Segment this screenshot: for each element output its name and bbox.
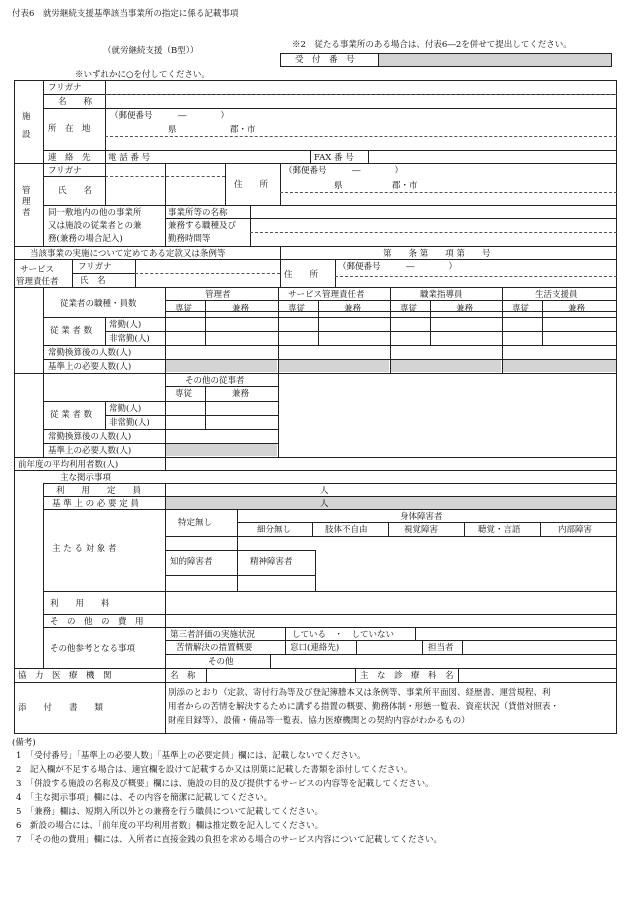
physical-sub-3: 視覚障害 — [404, 525, 439, 535]
concurrent-5: 兼務 — [232, 389, 250, 399]
staff-count-label: 従 業 者 数 — [50, 326, 93, 336]
dedicated-1: 専従 — [175, 304, 193, 314]
svc-mgr-address-label: 住 所 — [284, 270, 319, 280]
role-life-support: 生活支援員 — [535, 290, 578, 300]
other-staff-label: その他の従事者 — [185, 376, 245, 386]
role-svc-mgr: サービス管理責任者 — [288, 290, 365, 300]
capacity-label: 利 用 定 員 — [56, 486, 142, 496]
circle-note: ※いずれかに○を付してください。 — [75, 70, 210, 80]
physical-sub-5: 内部障害 — [558, 525, 593, 535]
other-cost-label: そ の 他 の 費 用 — [50, 617, 144, 627]
duty-label-l1: 兼務する職種及び — [168, 221, 237, 231]
fulltime-label-2: 常勤(人) — [109, 404, 142, 414]
svc-mgr-postal: （郵便番号 ― ） — [338, 262, 458, 272]
fte-label: 常勤換算後の人数(人) — [48, 348, 132, 358]
svc-mgr-label-l1: サービス — [20, 265, 55, 275]
manager-section-label: 管理者 — [22, 186, 31, 218]
facility-fax-label: FAX 番 号 — [314, 153, 354, 163]
svc-mgr-name-label: 氏 名 — [80, 276, 106, 286]
manager-furigana-label: フリガナ — [48, 166, 82, 176]
role-manager: 管理者 — [205, 290, 231, 300]
facility-name-label: 名 称 — [58, 97, 93, 107]
parttime-label-2: 非常勤(人) — [109, 418, 150, 428]
medical-name-label: 名 称 — [170, 671, 196, 681]
remark-2: 2 記入欄が不足する場合は、適宜欄を設けて記載するか又は別葉に記載した書類を添付してください。 — [16, 765, 413, 775]
attachments-label: 添 付 書 類 — [18, 703, 104, 713]
attachments-text-l2: 用者からの苦情を解決するために講ずる措置の概要、勤務体制・形態一覧表、資産状況（貸借対照表・ — [168, 702, 560, 712]
attachments-text-l1: 別添のとおり（定款、寄付行為等及び登記簿謄本又は条例等、事業所平面図、経歴書、運営規程、利 — [168, 688, 551, 698]
target-label: 主 た る 対 象 者 — [52, 544, 117, 554]
remarks-title: (備考) — [12, 738, 36, 748]
capacity-unit: 人 — [320, 486, 329, 496]
other-ref-label: その他参考となる事項 — [50, 644, 136, 654]
physical-sub-1: 細分無し — [257, 525, 292, 535]
medical-dept-label: 主 な 診 療 科 名 — [360, 671, 454, 681]
manager-postal: （郵便番号 ― ） — [284, 166, 404, 176]
complaint-label: 苦情解決の措置概要 — [176, 643, 253, 653]
window-label: 窓口(連絡先) — [290, 643, 340, 653]
mental-label: 精神障害者 — [250, 557, 293, 567]
not-specified-label: 特定無し — [178, 518, 213, 528]
reception-number-label: 受 付 番 号 — [295, 55, 355, 65]
concurrent-1: 兼務 — [232, 304, 250, 314]
remark-1: 1 「受付番号」「基準上の必要人数」「基準上の必要定員」欄には、記載しないでください。 — [16, 751, 366, 761]
svc-mgr-furigana-label: フリガナ — [78, 262, 112, 272]
parttime-label: 非常勤(人) — [109, 334, 150, 344]
manager-pref: 県 — [334, 181, 343, 191]
avg-users-label: 前年度の平均利用者数(人) — [18, 460, 119, 470]
physical-label: 身体障害者 — [400, 512, 443, 522]
concurrent-4: 兼務 — [568, 304, 586, 314]
role-vocational: 職業指導員 — [420, 290, 463, 300]
required-capacity-label: 基 準 上 の 必 要 定 員 — [52, 499, 139, 509]
fee-label: 利 用 料 — [50, 599, 110, 609]
svc-mgr-label-l2: 管理責任者 — [16, 277, 59, 287]
required-label-2: 基準上の必要人数(人) — [48, 446, 132, 456]
manager-name-label: 氏 名 — [58, 186, 93, 196]
manager-concurrent-l3: 務(兼務の場合記入) — [48, 234, 123, 244]
concurrent-2: 兼務 — [344, 304, 362, 314]
dedicated-5: 専従 — [175, 389, 193, 399]
medical-label: 協 力 医 療 機 関 — [18, 671, 112, 681]
fulltime-label: 常勤(人) — [109, 320, 142, 330]
fte-label-2: 常勤換算後の人数(人) — [48, 432, 132, 442]
required-label: 基準上の必要人数(人) — [48, 362, 132, 372]
manager-concurrent-l2: 又は施設の従業者との兼 — [48, 221, 142, 231]
reception-number-field[interactable] — [379, 54, 611, 66]
dedicated-3: 専従 — [400, 304, 418, 314]
note-2: ※2 従たる事業所のある場合は、付表6―2を併せて提出してください。 — [292, 40, 572, 50]
duty-label-l2: 勤務時間等 — [168, 234, 211, 244]
attachments-text-l3: 財産目録等）、設備・備品等一覧表、協力医療機関との契約内容がわかるもの） — [168, 716, 470, 726]
remark-5: 5 「兼務」欄は、短期入所以外との兼務を行う職員について記載してください。 — [16, 807, 323, 817]
postings-header: 主な掲示事項 — [60, 473, 112, 483]
standards-article: 第 条 第 項 第 号 — [383, 249, 491, 259]
physical-sub-2: 肢体不自由 — [325, 525, 368, 535]
dedicated-4: 専従 — [512, 304, 530, 314]
facility-phone-label: 電 話 番 号 — [108, 153, 151, 163]
staff-header: 従業者の職種・員数 — [60, 299, 137, 309]
remark-3: 3 「併設する施設の名称及び概要」欄には、施設の目的及び提供するサービスの内容等を記載してください。 — [16, 779, 434, 789]
intellectual-label: 知的障害者 — [170, 557, 213, 567]
manager-concurrent-l1: 同一敷地内の他の事業所 — [48, 208, 142, 218]
dedicated-2: 専従 — [288, 304, 306, 314]
remark-7: 7 「その他の費用」欄には、入所者に直接金銭の負担を求める場合のサービス内容について記載してください。 — [16, 835, 442, 845]
remark-4: 4 「主な掲示事項」欄には、その内容を簡潔に記載してください。 — [16, 793, 273, 803]
service-type: （就労継続支援（B型）） — [103, 46, 199, 56]
standards-label: 当該事業の実施について定めてある定款又は条例等 — [30, 249, 226, 259]
facility-section-label: 施設 — [22, 112, 31, 140]
third-party-label: 第三者評価の実施状況 — [170, 630, 256, 640]
facility-address-label: 所 在 地 — [48, 124, 91, 134]
facility-furigana-label: フリガナ — [48, 83, 82, 93]
facility-city: 郡・市 — [230, 125, 256, 135]
office-name-label: 事業所等の名称 — [168, 208, 228, 218]
physical-sub-4: 聴覚・言語 — [478, 525, 521, 535]
staff-count-label-2: 従 業 者 数 — [50, 410, 93, 420]
required-capacity-unit: 人 — [320, 499, 329, 509]
form-title: 付表6 就労継続支援基準該当事業所の指定に係る記載事項 — [12, 9, 239, 19]
manager-city: 郡・市 — [392, 181, 418, 191]
remark-6: 6 新設の場合には、「前年度の平均利用者数」欄は推定数を記入してください。 — [16, 821, 324, 831]
concurrent-3: 兼務 — [456, 304, 474, 314]
facility-postal: （郵便番号 ― ） — [110, 111, 230, 121]
facility-contact-label: 連 絡 先 — [48, 153, 91, 163]
facility-pref: 県 — [168, 125, 177, 135]
third-party-status: している ・ していない — [292, 630, 395, 640]
person-label: 担当者 — [428, 643, 454, 653]
other-label: その他 — [208, 657, 234, 667]
manager-address-label: 住 所 — [234, 180, 269, 190]
